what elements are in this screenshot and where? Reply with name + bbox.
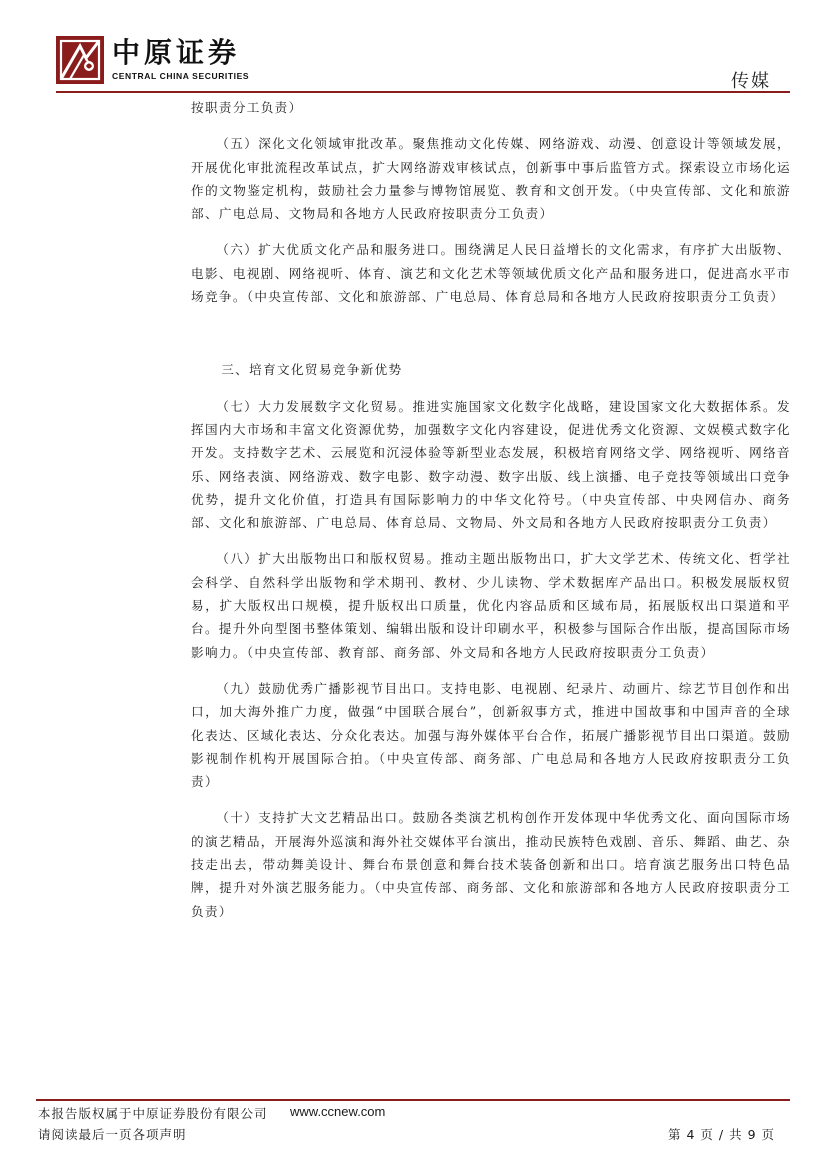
website-link[interactable]: www.ccnew.com: [290, 1104, 386, 1119]
section-heading-3: 三、培育文化贸易竞争新优势: [221, 362, 403, 378]
copyright-notice: 本报告版权属于中原证券股份有限公司: [38, 1106, 268, 1121]
paragraph-item-9: （九）鼓励优秀广播影视节目出口。支持电影、电视剧、纪录片、动画片、综艺节目创作和出口，加大海外推广力度，做强“中国联合展台”，创新叙事方式，推进中国故事和中国声音的全球化表达、区域化表达、分众化表达。加强与海外媒体平台合作，拓展广播影视节目出口渠道。鼓励影视制作机构开展国际合拍。（中央宣传部、商务部、广电总局和各地方人民政府按职责分工负责）: [191, 680, 791, 790]
paragraph-item-6: （六）扩大优质文化产品和服务进口。围绕满足人民日益增长的文化需求，有序扩大出版物、电影、电视剧、网络视听、体育、演艺和文化艺术等领域优质文化产品和服务进口，促进高水平市场竞争。（中央宣传部、文化和旅游部、广电总局、体育总局和各地方人民政府按职责分工负责）: [191, 242, 791, 305]
paragraph-item-5: （五）深化文化领域审批改革。聚焦推动文化传媒、网络游戏、动漫、创意设计等领域发展，开展优化审批流程改革试点，扩大网络游戏审核试点，创新事中事后监管方式。探索设立市场化运作的文物鉴定机构，鼓励社会力量参与博物馆展览、教育和文创开发。（中央宣传部、文化和旅游部、广电总局、文物局和各地方人民政府按职责分工负责）: [191, 136, 791, 222]
page-header: [0, 0, 827, 95]
document-body: [191, 96, 791, 923]
brand-name-cn: 中原证券: [112, 36, 241, 69]
paragraph-item-7: （七）大力发展数字文化贸易。推进实施国家文化数字化战略，建设国家文化大数据体系。发挥国内大市场和丰富文化资源优势，加强数字文化内容建设，促进优秀文化资源、文娱模式数字化开发。支持数字艺术、云展览和沉浸体验等新型业态发展，积极培育网络文学、网络视听、网络音乐、网络表演、网络游戏、数字电影、数字动漫、数字出版、线上演播、电子竞技等领域出口竞争优势，提升文化价值，打造具有国际影响力的中华文化符号。（中央宣传部、中央网信办、商务部、文化和旅游部、广电总局、体育总局、文物局、外文局和各地方人民政府按职责分工负责）: [191, 398, 791, 531]
footer-divider: [36, 1099, 790, 1101]
section-label: 传媒: [731, 71, 771, 92]
page-number: 第 4 页 / 共 9 页: [668, 1127, 775, 1142]
paragraph-item-10: （十）支持扩大文艺精品出口。鼓励各类演艺机构创作开发体现中华优秀文化、面向国际市场的演艺精品，开展海外巡演和海外社交媒体平台演出，推动民族特色戏剧、音乐、舞蹈、曲艺、杂技走出去，带动舞美设计、舞台布景创意和舞台技术装备创新和出口。培育演艺服务出口特色品牌，提升对外演艺服务能力。（中央宣传部、商务部、文化和旅游部和各地方人民政府按职责分工负责）: [191, 810, 791, 919]
disclaimer-notice: 请阅读最后一页各项声明: [38, 1127, 187, 1142]
paragraph-item-8: （八）扩大出版物出口和版权贸易。推动主题出版物出口，扩大文学艺术、传统文化、哲学社会科学、自然科学出版物和学术期刊、教材、少儿读物、学术数据库产品出口。积极发展版权贸易，扩大版权出口规模，提升版权出口质量，优化内容品质和区域布局，拓展版权出口渠道和平台。提升外向型图书整体策划、编辑出版和设计印刷水平，积极参与国际合作出版，提高国际市场影响力。（中央宣传部、教育部、商务部、外文局和各地方人民政府按职责分工负责）: [191, 551, 791, 660]
brand-name-en: CENTRAL CHINA SECURITIES: [112, 71, 250, 81]
central-china-securities-logo-icon: [56, 36, 104, 84]
paragraph-continued: 按职责分工负责）: [191, 100, 303, 115]
header-divider: [56, 91, 790, 93]
